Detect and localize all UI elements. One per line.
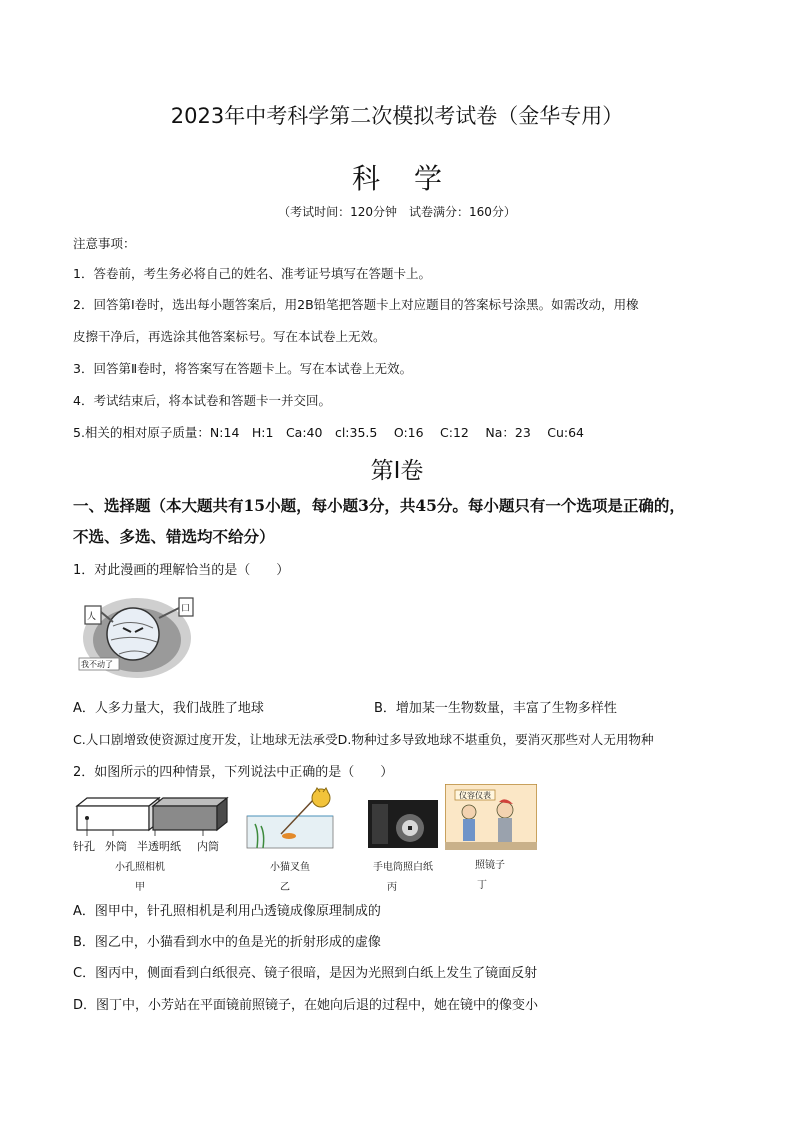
note-item: 2．回答第Ⅰ卷时，选出每小题答案后，用2B铅笔把答题卡上对应题目的答案标号涂黑。如需改动，用橡 — [73, 297, 639, 312]
q1-cartoon — [73, 588, 197, 682]
fig1-label-pinhole: 针孔 — [73, 840, 95, 853]
fig1-label-outer-tube: 外筒 — [105, 840, 127, 853]
fig1-label-inner-tube: 内筒 — [197, 840, 219, 853]
note-item: 5.相关的相对原子质量：N:14 H:1 Ca:40 cl:35.5 O:16 C:12 Na：23 Cu:64 — [73, 425, 585, 440]
q2-fig-cat-fishing — [245, 786, 337, 850]
subject-heading: 科学 — [351, 162, 476, 195]
fig1-tag: 甲 — [135, 882, 145, 893]
section-heading-line1: 一、选择题（本大题共有15小题，每小题3分，共45分。每小题只有一个选项是正确的， — [73, 496, 685, 515]
q2-stem: 2．如图所示的四种情景，下列说法中正确的是（ ） — [73, 765, 394, 780]
q1-option-a: A．人多力量大，我们战胜了地球 — [73, 701, 264, 716]
note-item: 3．回答第Ⅱ卷时，将答案写在答题卡上。写在本试卷上无效。 — [73, 361, 413, 376]
fig3-caption: 手电筒照白纸 — [373, 862, 433, 873]
fig3-tag: 丙 — [387, 882, 397, 893]
fig1-label-translucent-paper: 半透明纸 — [137, 840, 181, 853]
note-item: 皮擦干净后，再选涂其他答案标号。写在本试卷上无效。 — [73, 329, 386, 344]
q1-option-b: B．增加某一生物数量，丰富了生物多样性 — [374, 701, 617, 716]
note-item: 1．答卷前，考生务必将自己的姓名、准考证号填写在答题卡上。 — [73, 266, 431, 281]
cartoon-tag: 我不动了 — [81, 660, 113, 669]
q1-stem: 1．对此漫画的理解恰当的是（ ） — [73, 563, 290, 578]
note-item: 4．考试结束后，将本试卷和答题卡一并交回。 — [73, 393, 331, 408]
volume-heading: 第Ⅰ卷 — [370, 458, 424, 484]
fig2-caption: 小猫叉鱼 — [270, 862, 310, 873]
notes-heading: 注意事项： — [73, 236, 136, 251]
section-heading-line2: 不选、多选、错选均不给分） — [73, 527, 275, 546]
cartoon-label: 人 — [87, 612, 97, 622]
q2-fig-flashlight-paper — [368, 800, 438, 848]
exam-title: 2023年中考科学第二次模拟考试卷（金华专用） — [170, 104, 624, 128]
fig4-tag: 丁 — [477, 880, 487, 891]
fig4-caption: 照镜子 — [475, 860, 505, 871]
exam-info: （考试时间：120分钟 试卷满分：160分） — [278, 205, 516, 219]
q2-option-d: D．图丁中，小芳站在平面镜前照镜子，在她向后退的过程中，她在镜中的像变小 — [73, 998, 539, 1013]
q2-option-a: A．图甲中，针孔照相机是利用凸透镜成像原理制成的 — [73, 904, 381, 919]
q1-option-cd: C.人口剧增致使资源过度开发，让地球无法承受D.物种过多导致地球不堪重负，要消灭那些对人无用物种 — [73, 732, 654, 747]
q2-option-c: C．图丙中，侧面看到白纸很亮、镜子很暗，是因为光照到白纸上发生了镜面反射 — [73, 966, 538, 981]
fig2-tag: 乙 — [280, 882, 290, 893]
fig1-caption: 小孔照相机 — [115, 862, 165, 873]
q2-option-b: B．图乙中，小猫看到水中的鱼是光的折射形成的虚像 — [73, 935, 381, 950]
q2-fig-pinhole-camera — [73, 796, 233, 892]
cartoon-label: 口 — [181, 604, 191, 614]
mirror-sign: 仪容仪表 — [459, 791, 491, 800]
q2-fig-mirror — [445, 784, 537, 850]
